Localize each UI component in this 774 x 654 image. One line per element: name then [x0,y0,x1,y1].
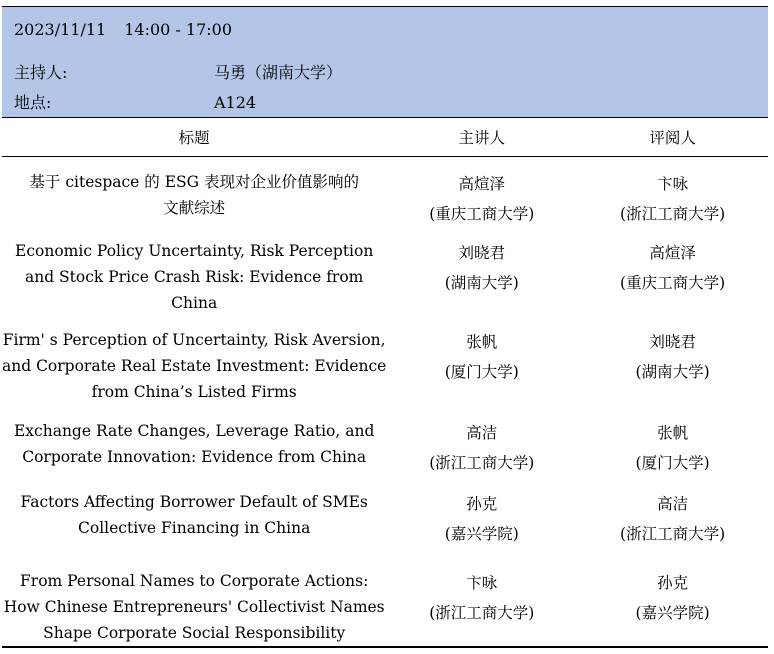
speaker-cell [386,233,577,321]
table-row [2,484,768,560]
table-header-row [2,118,768,157]
reviewer-line: 刘晓君 [649,333,696,351]
reviewer-cell [577,484,768,560]
reviewer-line: 高洁 [657,495,689,513]
table-row [2,157,768,234]
location-value: A124 [214,93,257,112]
speaker-line: 卞咏 [466,574,498,592]
speaker-line: (重庆工商大学) [429,205,535,223]
paper-title-line: and Stock Price Crash Risk: Evidence from [24,268,364,286]
table-row [2,412,768,484]
session-header [2,6,768,118]
speaker-cell [386,560,577,647]
table-row [2,560,768,647]
paper-title-cell [2,157,386,234]
paper-title-line: and Corporate Real Estate Investment: Evidence [2,357,387,375]
paper-title-line: 文献综述 [163,199,226,217]
table-row [2,321,768,412]
host-value: 马勇（湖南大学） [214,63,343,82]
reviewer-line: 高煊泽 [649,244,696,262]
reviewer-cell [577,157,768,234]
speaker-line: 孙克 [466,495,498,513]
header-speaker: 主讲人 [386,118,577,157]
speaker-line: 张帆 [466,333,498,351]
host-row [14,63,343,83]
reviewer-line: 卞咏 [657,175,689,193]
speaker-cell [386,412,577,484]
paper-title-line: From Personal Names to Corporate Actions: [20,572,369,590]
speaker-cell [386,157,577,234]
paper-title-line: Collective Financing in China [78,519,311,537]
paper-title-line: Factors Affecting Borrower Default of SMEs [20,493,368,511]
paper-title-line: from China’s Listed Firms [91,383,297,401]
reviewer-line: (厦门大学) [635,454,710,472]
paper-title-line: How Chinese Entrepreneurs' Collectivist Names [3,598,385,616]
paper-title-line: Exchange Rate Changes, Leverage Ratio, and [13,422,375,440]
paper-title-cell [2,233,386,321]
session-time: 14:00 - 17:00 [124,20,233,39]
speaker-line: (浙江工商大学) [429,604,535,622]
reviewer-line: (浙江工商大学) [620,525,726,543]
paper-title-line: Shape Corporate Social Responsibility [43,624,346,642]
table-row [2,233,768,321]
speaker-line: (厦门大学) [444,363,519,381]
reviewer-line: 孙克 [657,574,689,592]
reviewer-line: (浙江工商大学) [620,205,726,223]
location-label: 地点: [14,93,52,112]
header-title: 标题 [2,118,386,157]
schedule-table [2,118,768,648]
speaker-line: (浙江工商大学) [429,454,535,472]
location-row [14,93,257,113]
paper-title-cell [2,321,386,412]
paper-title-cell [2,412,386,484]
reviewer-line: (重庆工商大学) [620,274,726,292]
reviewer-cell [577,233,768,321]
reviewer-cell [577,560,768,647]
paper-title-cell [2,560,386,647]
reviewer-line: (嘉兴学院) [635,604,710,622]
speaker-cell [386,484,577,560]
speaker-line: 高洁 [466,424,498,442]
session-date: 2023/11/11 [14,20,107,39]
paper-title-line: Corporate Innovation: Evidence from China [22,448,367,466]
speaker-line: (嘉兴学院) [444,525,519,543]
paper-title-line: Economic Policy Uncertainty, Risk Perception [15,242,374,260]
reviewer-line: (湖南大学) [635,363,710,381]
session-datetime [14,20,232,40]
paper-title-cell [2,484,386,560]
reviewer-line: 张帆 [657,424,689,442]
host-label: 主持人: [14,63,68,82]
paper-title-line: 基于 citespace 的 ESG 表现对企业价值影响的 [29,173,359,191]
speaker-line: 刘晓君 [458,244,506,262]
speaker-cell [386,321,577,412]
paper-title-line: Firm' s Perception of Uncertainty, Risk Aversion, [2,331,386,349]
reviewer-cell [577,412,768,484]
speaker-line: (湖南大学) [444,274,519,292]
reviewer-cell [577,321,768,412]
speaker-line: 高煊泽 [458,175,506,193]
paper-title-line: China [171,294,218,312]
header-reviewer: 评阅人 [577,118,768,157]
